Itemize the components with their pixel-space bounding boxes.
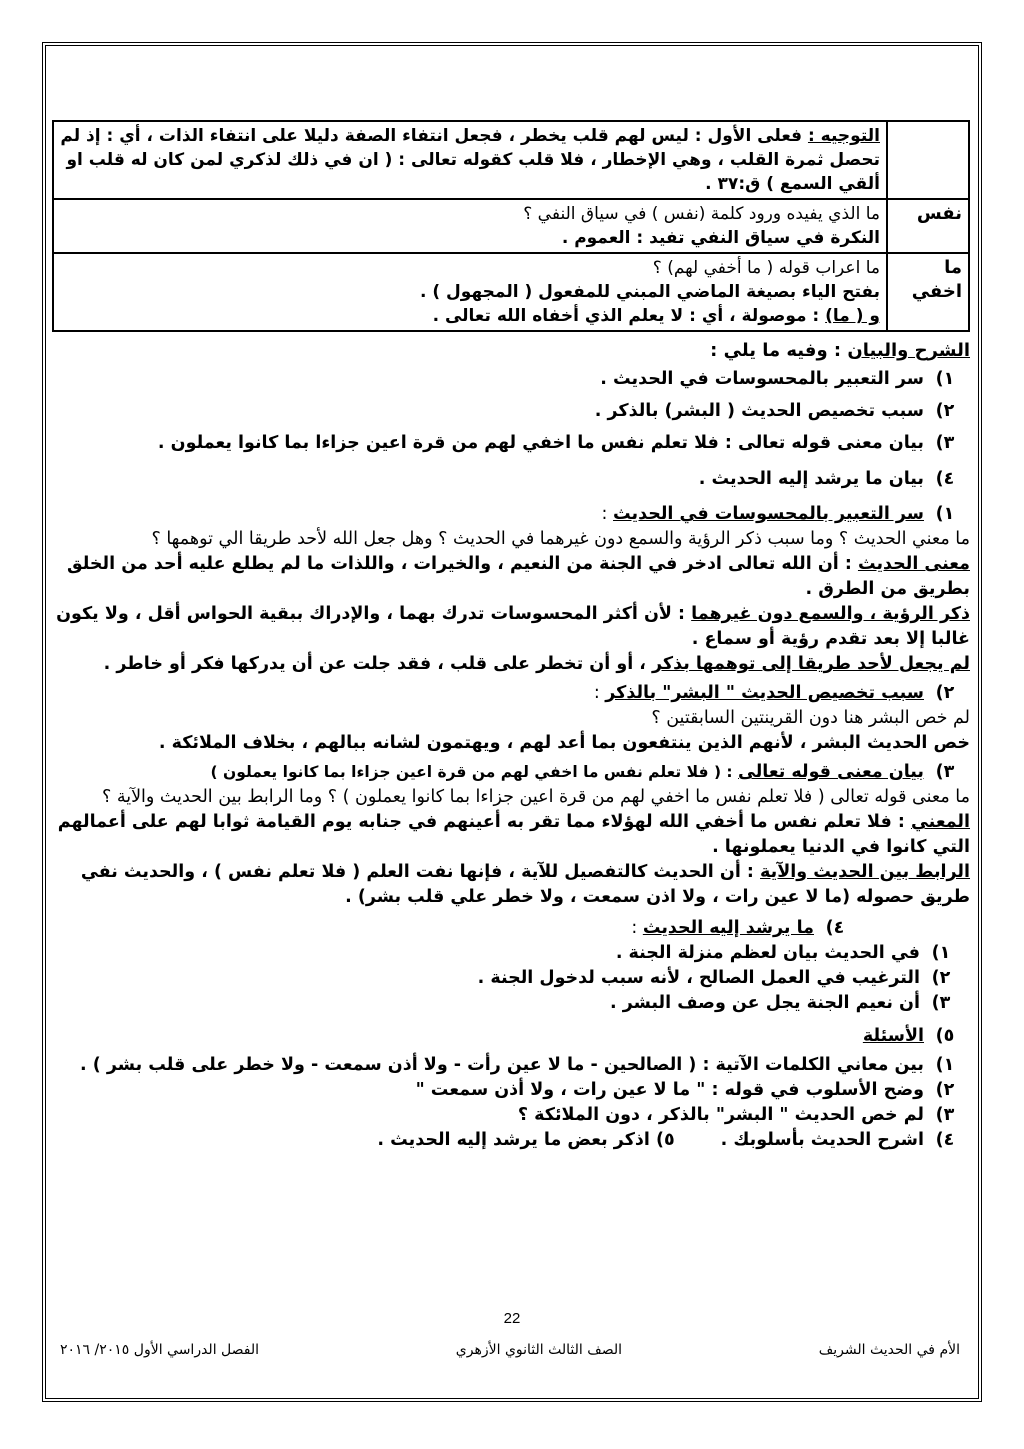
cell-answer: النكرة في سياق النفي تفيد : العموم . <box>561 228 880 248</box>
section-colon: : <box>631 918 643 938</box>
section-4-heading <box>52 916 970 941</box>
term-cell <box>887 121 969 199</box>
item-text: في الحديث بيان لعظم منزلة الجنة . <box>615 943 920 963</box>
section-paragraph <box>52 810 970 860</box>
section-title: الأسئلة <box>862 1026 924 1046</box>
paragraph-text: : فلا تعلم نفس ما أخفي الله لهؤلاء مما تقر به أعينهم في جنابه يوم القيامة ثوابا لهم على أعمالهم التي كانوا في الدنيا يعملونها . <box>57 812 970 857</box>
section-number: ١) <box>935 504 955 524</box>
item-number: ٢) <box>935 401 955 421</box>
paragraph-label: المعني <box>910 812 970 832</box>
footer-subject: الأم في الحديث الشريف <box>818 1342 960 1358</box>
list-item <box>52 367 960 392</box>
guidance-list <box>52 941 970 1016</box>
table-row <box>53 199 969 253</box>
list-item <box>52 966 956 991</box>
item-text: اشرح الحديث بأسلوبك . <box>720 1130 924 1150</box>
section-question: لم خص البشر هنا دون القرينتين السابقتين ؟ <box>651 708 970 728</box>
questions-list <box>52 1053 970 1153</box>
item-text-extra: ٥) اذكر بعض ما يرشد إليه الحديث . <box>377 1130 675 1150</box>
cell-question: ما الذي يفيده ورود كلمة (نفس ) في سياق النفي ؟ <box>523 204 880 224</box>
item-number: ٣) <box>935 1105 955 1125</box>
section-number: ٤) <box>825 918 845 938</box>
section-colon: : <box>601 504 614 524</box>
item-text: سبب تخصيص الحديث ( البشر) بالذكر . <box>594 401 924 421</box>
item-text: بيان ما يرشد إليه الحديث . <box>698 469 924 489</box>
item-number: ١) <box>931 943 951 963</box>
item-text: أن نعيم الجنة يجل عن وصف البشر . <box>609 993 920 1013</box>
section-number: ٣) <box>935 762 955 782</box>
item-number: ٢) <box>935 1080 955 1100</box>
list-item <box>52 991 956 1016</box>
section-number: ٥) <box>935 1026 955 1046</box>
explanation-cell <box>53 199 887 253</box>
term-cell: نفس <box>887 199 969 253</box>
section-title: سبب تخصيص الحديث " البشر" بالذكر <box>605 683 924 703</box>
term-cell: ما اخفي <box>887 253 969 331</box>
paragraph-text: : أن الله تعالى ادخر في الجنة من النعيم ، والخيرات ، واللذات ما لم يطلع عليه أحد من الخلق بطريق من الطرق . <box>67 554 970 599</box>
section-title: سر التعبير بالمحسوسات في الحديث <box>613 504 924 524</box>
paragraph-text: : لأن أكثر المحسوسات تدرك بهما ، والإدراك ببقية الحواس أقل ، ولا يكون غالبا إلا بعد تقدم رؤية أو سماع . <box>56 604 970 649</box>
paragraph-text: : أن الحديث كالتفصيل للآية ، فإنها نفت العلم ( فلا تعلم نفس ) ، والحديث نفي طريق حصوله (ما لا عين رات ، ولا اذن سمعت ، ولا خطر علي قلب بشر) . <box>80 862 970 907</box>
section-title: بيان معنى قوله تعالى <box>738 762 924 782</box>
table-row <box>53 121 969 199</box>
list-item <box>52 1078 960 1103</box>
list-item <box>52 1103 960 1128</box>
cell-label: و ( ما) <box>825 306 880 326</box>
item-number: ٤) <box>935 469 955 489</box>
paragraph-label: ذكر الرؤية ، والسمع دون غيرهما <box>691 604 970 624</box>
cell-text: فعلى الأول : ليس لهم قلب يخطر ، فجعل انتفاء الصفة دليلا على انتفاء الذات ، أي : إذ لم <box>60 126 808 146</box>
outline-list <box>52 367 970 492</box>
footer-term: الفصل الدراسي الأول ٢٠١٥/ ٢٠١٦ <box>60 1342 260 1358</box>
list-item <box>52 431 960 456</box>
paragraph-label: الرابط بين الحديث والآية <box>760 862 970 882</box>
section-question: ما معنى قوله تعالى ( فلا تعلم نفس ما اخفي لهم من قرة اعين جزاءا بما كانوا يعملون ) ؟ وما الرابط بين الحديث والآية ؟ <box>101 787 970 807</box>
cell-question: ما اعراب قوله ( ما أخفي لهم) ؟ <box>652 258 880 278</box>
explanation-cell <box>53 253 887 331</box>
item-text: لم خص الحديث " البشر" بالذكر ، دون الملائكة ؟ <box>517 1105 924 1125</box>
item-number: ١) <box>935 369 955 389</box>
intro-text: : وفيه ما يلي : <box>710 340 848 361</box>
document-body <box>52 120 970 1153</box>
item-text: بيان معنى قوله تعالى : فلا تعلم نفس ما اخفي لهم من قرة اعين جزاءا بما كانوا يعملون . <box>157 433 924 453</box>
section-answer: خص الحديث البشر ، لأنهم الذين ينتفعون بما أعد لهم ، ويهتمون لشانه ببالهم ، بخلاف الملائكة . <box>158 733 970 753</box>
vocabulary-table <box>52 120 970 332</box>
item-number: ٤) <box>935 1130 955 1150</box>
section-paragraph <box>52 602 970 652</box>
table-row <box>53 253 969 331</box>
list-item <box>52 399 960 424</box>
list-item <box>52 1128 960 1153</box>
list-item <box>52 1053 960 1078</box>
cell-label: التوجيه : <box>807 126 880 146</box>
item-text: وضح الأسلوب في قوله : " ما لا عين رات ، ولا أذن سمعت " <box>415 1080 924 1100</box>
section-3-heading <box>52 760 970 785</box>
paragraph-label: لم يجعل لأحد طريقا إلى توهمها بذكر <box>652 654 970 674</box>
page-footer <box>60 1342 960 1358</box>
explanation-cell <box>53 121 887 199</box>
item-text: سر التعبير بالمحسوسات في الحديث . <box>600 369 924 389</box>
item-number: ٣) <box>931 993 951 1013</box>
section-paragraph <box>52 860 970 910</box>
intro-heading <box>52 338 970 363</box>
section-title: ما يرشد إليه الحديث <box>642 918 814 938</box>
section-question: ما معني الحديث ؟ وما سبب ذكر الرؤية والسمع دون غيرهما في الحديث ؟ وهل جعل الله لأحد طريقا الي توهمها ؟ <box>151 529 970 549</box>
list-item <box>52 941 956 966</box>
item-number: ٢) <box>931 968 951 988</box>
list-item <box>52 467 960 492</box>
paragraph-label: معنى الحديث <box>857 554 970 574</box>
section-paragraph <box>52 652 970 677</box>
paragraph-text: ، أو أن تخطر على قلب ، فقد جلت عن أن يدركها فكر أو خاطر . <box>103 654 653 674</box>
section-1-heading <box>52 502 970 527</box>
cell-text: تحصل ثمرة القلب ، وهي الإخطار ، فلا قلب كقوله تعالى : ( ان في ذلك لذكري لمن كان له قلب او <box>66 150 880 170</box>
section-colon: : <box>593 683 606 703</box>
section-5-heading <box>52 1024 970 1049</box>
cell-answer: : موصولة ، أي : لا يعلم الذي أخفاه الله تعالى . <box>432 306 826 326</box>
footer-grade: الصف الثالث الثانوي الأزهري <box>455 1342 623 1358</box>
item-text: الترغيب في العمل الصالح ، لأنه سبب لدخول الجنة . <box>477 968 920 988</box>
cell-text: ألقي السمع ) ق:٣٧ . <box>705 174 880 194</box>
section-title-verse: : ( فلا تعلم نفس ما اخفي لهم من قرة اعين جزاءا بما كانوا يعملون ) <box>210 763 739 781</box>
section-2-heading <box>52 681 970 706</box>
item-number: ١) <box>935 1055 955 1075</box>
cell-answer: بفتح الياء بصيغة الماضي المبني للمفعول ( المجهول ) . <box>419 282 880 302</box>
page-number: 22 <box>503 1310 521 1327</box>
item-number: ٣) <box>935 433 955 453</box>
section-paragraph <box>52 552 970 602</box>
section-number: ٢) <box>935 683 955 703</box>
intro-label: الشرح والبيان <box>847 340 970 361</box>
item-text: بين معاني الكلمات الآتية : ( الصالحين - ما لا عين رأت - ولا أذن سمعت - ولا خطر على قلب بشر ) . <box>80 1055 924 1075</box>
